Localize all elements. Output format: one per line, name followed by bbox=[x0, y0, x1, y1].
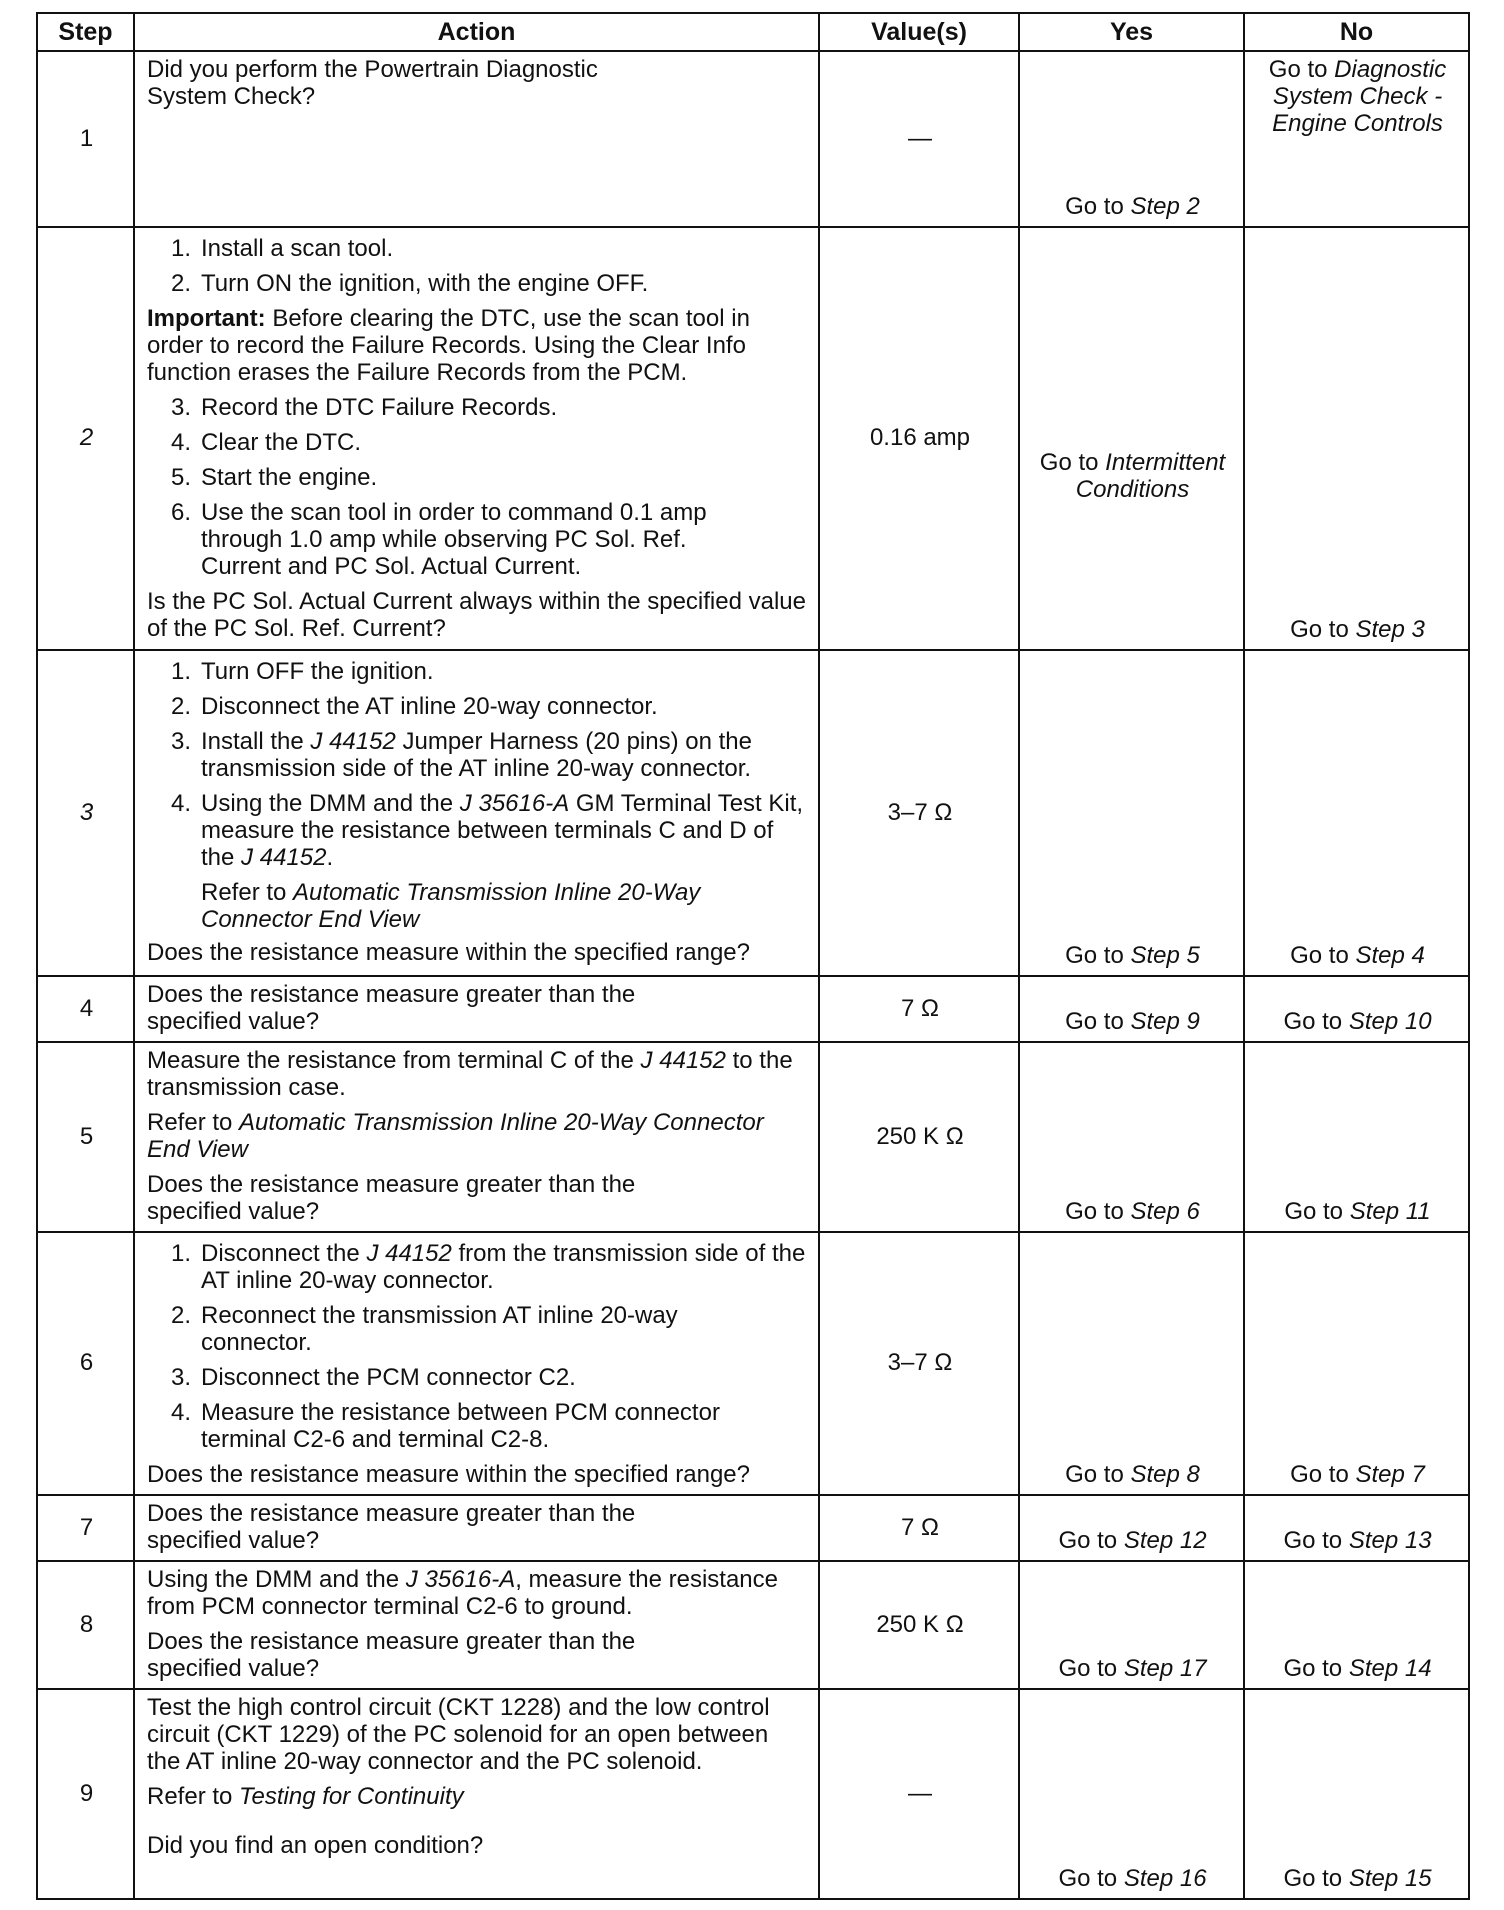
action-cell bbox=[134, 1495, 819, 1561]
action-question: Does the resistance measure greater than the specified value? bbox=[147, 1628, 636, 1682]
yes-cell: Go to Step 5 bbox=[1019, 650, 1244, 976]
value-cell: 7 Ω bbox=[819, 1495, 1019, 1561]
no-link[interactable]: Step 3 bbox=[1355, 616, 1425, 643]
no-cell: Go to Step 3 bbox=[1244, 227, 1469, 650]
action-question: Does the resistance measure within the specified range? bbox=[147, 1461, 750, 1488]
no-link[interactable]: Step 11 bbox=[1349, 1198, 1431, 1225]
step-number: 8 bbox=[37, 1561, 134, 1689]
list-item: 3. Record the DTC Failure Records. bbox=[170, 394, 558, 421]
list-item: 4. Using the DMM and the J 35616-A GM Terminal Test Kit, measure the resistance between terminals C and D of the J 44152. bbox=[170, 790, 804, 871]
yes-link[interactable]: Step 8 bbox=[1130, 1461, 1200, 1488]
yes-link[interactable]: Step 12 bbox=[1123, 1527, 1207, 1554]
yes-cell: Go to Step 12 bbox=[1019, 1495, 1244, 1561]
no-link[interactable]: Step 14 bbox=[1348, 1655, 1432, 1682]
refer-note: Refer to Testing for Continuity bbox=[147, 1783, 464, 1810]
step-number: 5 bbox=[37, 1042, 134, 1232]
table-row bbox=[37, 227, 1469, 650]
table-row bbox=[37, 1689, 1469, 1899]
value-cell: 3–7 Ω bbox=[819, 1232, 1019, 1495]
step-number: 3 bbox=[37, 650, 134, 976]
list-item: 2. Turn ON the ignition, with the engine OFF. bbox=[170, 270, 649, 297]
yes-link[interactable]: Step 16 bbox=[1123, 1865, 1207, 1892]
action-cell bbox=[134, 1042, 819, 1232]
value-cell: 0.16 amp bbox=[819, 227, 1019, 650]
list-item: 1. Disconnect the J 44152 from the transmission side of the AT inline 20-way connector. bbox=[170, 1240, 806, 1294]
action-line: Using the DMM and the J 35616-A, measure the resistance from PCM connector terminal C2-6 to ground. bbox=[147, 1566, 778, 1620]
action-list bbox=[147, 394, 808, 580]
step-number: 6 bbox=[37, 1232, 134, 1495]
refer-note: Refer to Automatic Transmission Inline 20-Way Connector End View bbox=[201, 879, 701, 933]
no-link[interactable]: Step 15 bbox=[1348, 1865, 1432, 1892]
value-cell: 3–7 Ω bbox=[819, 650, 1019, 976]
no-cell: Go to Step 13 bbox=[1244, 1495, 1469, 1561]
refer-link[interactable]: Automatic Transmission Inline 20-Way Connector End View bbox=[201, 879, 701, 933]
yes-cell: Go to Intermittent Conditions bbox=[1019, 227, 1244, 650]
step-number: 9 bbox=[37, 1689, 134, 1899]
step-number: 1 bbox=[37, 51, 134, 227]
header-action: Action bbox=[134, 13, 819, 51]
action-cell bbox=[134, 976, 819, 1042]
action-question: Does the resistance measure greater than the specified value? bbox=[147, 981, 636, 1035]
action-list bbox=[147, 1240, 808, 1453]
yes-cell: Go to Step 16 bbox=[1019, 1689, 1244, 1899]
action-cell bbox=[134, 1561, 819, 1689]
yes-cell: Go to Step 2 bbox=[1019, 51, 1244, 227]
step-number: 7 bbox=[37, 1495, 134, 1561]
no-cell: Go to Step 7 bbox=[1244, 1232, 1469, 1495]
no-link[interactable]: Step 13 bbox=[1348, 1527, 1432, 1554]
list-item: 3. Disconnect the PCM connector C2. bbox=[170, 1364, 576, 1391]
value-cell: — bbox=[819, 1689, 1019, 1899]
yes-link[interactable]: Step 5 bbox=[1130, 942, 1200, 969]
action-cell bbox=[134, 1689, 819, 1899]
action-line: Measure the resistance from terminal C of the J 44152 to the transmission case. bbox=[147, 1047, 793, 1101]
action-question: Is the PC Sol. Actual Current always within the specified value of the PC Sol. Ref. Current? bbox=[147, 588, 806, 642]
action-question: Did you perform the Powertrain Diagnostic System Check? bbox=[147, 56, 598, 110]
refer-note: Refer to Automatic Transmission Inline 20-Way Connector End View bbox=[147, 1109, 764, 1163]
table-row bbox=[37, 1561, 1469, 1689]
no-link[interactable]: Step 7 bbox=[1355, 1461, 1425, 1488]
yes-cell: Go to Step 9 bbox=[1019, 976, 1244, 1042]
no-cell: Go to Step 15 bbox=[1244, 1689, 1469, 1899]
list-item: 1. Install a scan tool. bbox=[170, 235, 394, 262]
yes-link[interactable]: Step 9 bbox=[1130, 1008, 1200, 1035]
action-cell bbox=[134, 51, 819, 227]
list-item: 4. Clear the DTC. bbox=[170, 429, 362, 456]
list-item: 6. Use the scan tool in order to command 0.1 amp through 1.0 amp while observing PC Sol. Ref. Current and PC Sol. Actual Current. bbox=[170, 499, 707, 580]
yes-link[interactable]: Step 2 bbox=[1130, 193, 1200, 220]
table-row bbox=[37, 1042, 1469, 1232]
no-link[interactable]: Diagnostic System Check - Engine Controls bbox=[1272, 56, 1447, 137]
no-link[interactable]: Step 10 bbox=[1348, 1008, 1432, 1035]
list-item: 2. Reconnect the transmission AT inline 20-way connector. bbox=[170, 1302, 678, 1356]
table-row bbox=[37, 650, 1469, 976]
action-cell bbox=[134, 650, 819, 976]
refer-link[interactable]: Automatic Transmission Inline 20-Way Connector End View bbox=[147, 1109, 764, 1163]
action-cell bbox=[134, 1232, 819, 1495]
list-item: 3. Install the J 44152 Jumper Harness (20 pins) on the transmission side of the AT inline 20-way connector. bbox=[170, 728, 752, 782]
no-link[interactable]: Step 4 bbox=[1355, 942, 1425, 969]
no-cell: Go to Step 10 bbox=[1244, 976, 1469, 1042]
header-row bbox=[37, 13, 1469, 51]
table-row bbox=[37, 1232, 1469, 1495]
diagnostic-table bbox=[36, 12, 1470, 1900]
list-item: 2. Disconnect the AT inline 20-way connector. bbox=[170, 693, 658, 720]
action-question: Did you find an open condition? bbox=[147, 1832, 484, 1859]
value-cell: 250 K Ω bbox=[819, 1561, 1019, 1689]
value-cell: — bbox=[819, 51, 1019, 227]
important-note: Important: Before clearing the DTC, use the scan tool in order to record the Failure Records. Using the Clear Info function erases the Failure Records from the PCM. bbox=[147, 305, 750, 386]
header-yes: Yes bbox=[1019, 13, 1244, 51]
step-number: 4 bbox=[37, 976, 134, 1042]
refer-link[interactable]: Testing for Continuity bbox=[239, 1783, 464, 1810]
action-question: Does the resistance measure within the specified range? bbox=[147, 939, 750, 966]
no-cell: Go to Diagnostic System Check - Engine Controls bbox=[1244, 51, 1469, 227]
yes-link[interactable]: Intermittent Conditions bbox=[1075, 448, 1226, 503]
yes-link[interactable]: Step 17 bbox=[1123, 1655, 1207, 1682]
table-row bbox=[37, 976, 1469, 1042]
value-cell: 7 Ω bbox=[819, 976, 1019, 1042]
no-cell: Go to Step 14 bbox=[1244, 1561, 1469, 1689]
header-step: Step bbox=[37, 13, 134, 51]
header-no: No bbox=[1244, 13, 1469, 51]
table-row bbox=[37, 51, 1469, 227]
value-cell: 250 K Ω bbox=[819, 1042, 1019, 1232]
list-item: 4. Measure the resistance between PCM connector terminal C2-6 and terminal C2-8. bbox=[170, 1399, 720, 1453]
yes-link[interactable]: Step 6 bbox=[1130, 1198, 1200, 1225]
no-cell: Go to Step 11 bbox=[1244, 1042, 1469, 1232]
step-number: 2 bbox=[37, 227, 134, 650]
action-question: Does the resistance measure greater than the specified value? bbox=[147, 1500, 636, 1554]
action-list bbox=[147, 235, 808, 297]
action-question: Does the resistance measure greater than the specified value? bbox=[147, 1171, 636, 1225]
list-item: 5. Start the engine. bbox=[170, 464, 378, 491]
yes-cell: Go to Step 6 bbox=[1019, 1042, 1244, 1232]
yes-cell: Go to Step 17 bbox=[1019, 1561, 1244, 1689]
action-cell bbox=[134, 227, 819, 650]
header-values: Value(s) bbox=[819, 13, 1019, 51]
action-line: Test the high control circuit (CKT 1228) and the low control circuit (CKT 1229) of the PC solenoid for an open between the AT inline 20-way connector and the PC solenoid. bbox=[147, 1694, 770, 1775]
no-cell: Go to Step 4 bbox=[1244, 650, 1469, 976]
table-row bbox=[37, 1495, 1469, 1561]
action-list bbox=[147, 658, 808, 933]
list-item: 1. Turn OFF the ignition. bbox=[170, 658, 434, 685]
yes-cell: Go to Step 8 bbox=[1019, 1232, 1244, 1495]
